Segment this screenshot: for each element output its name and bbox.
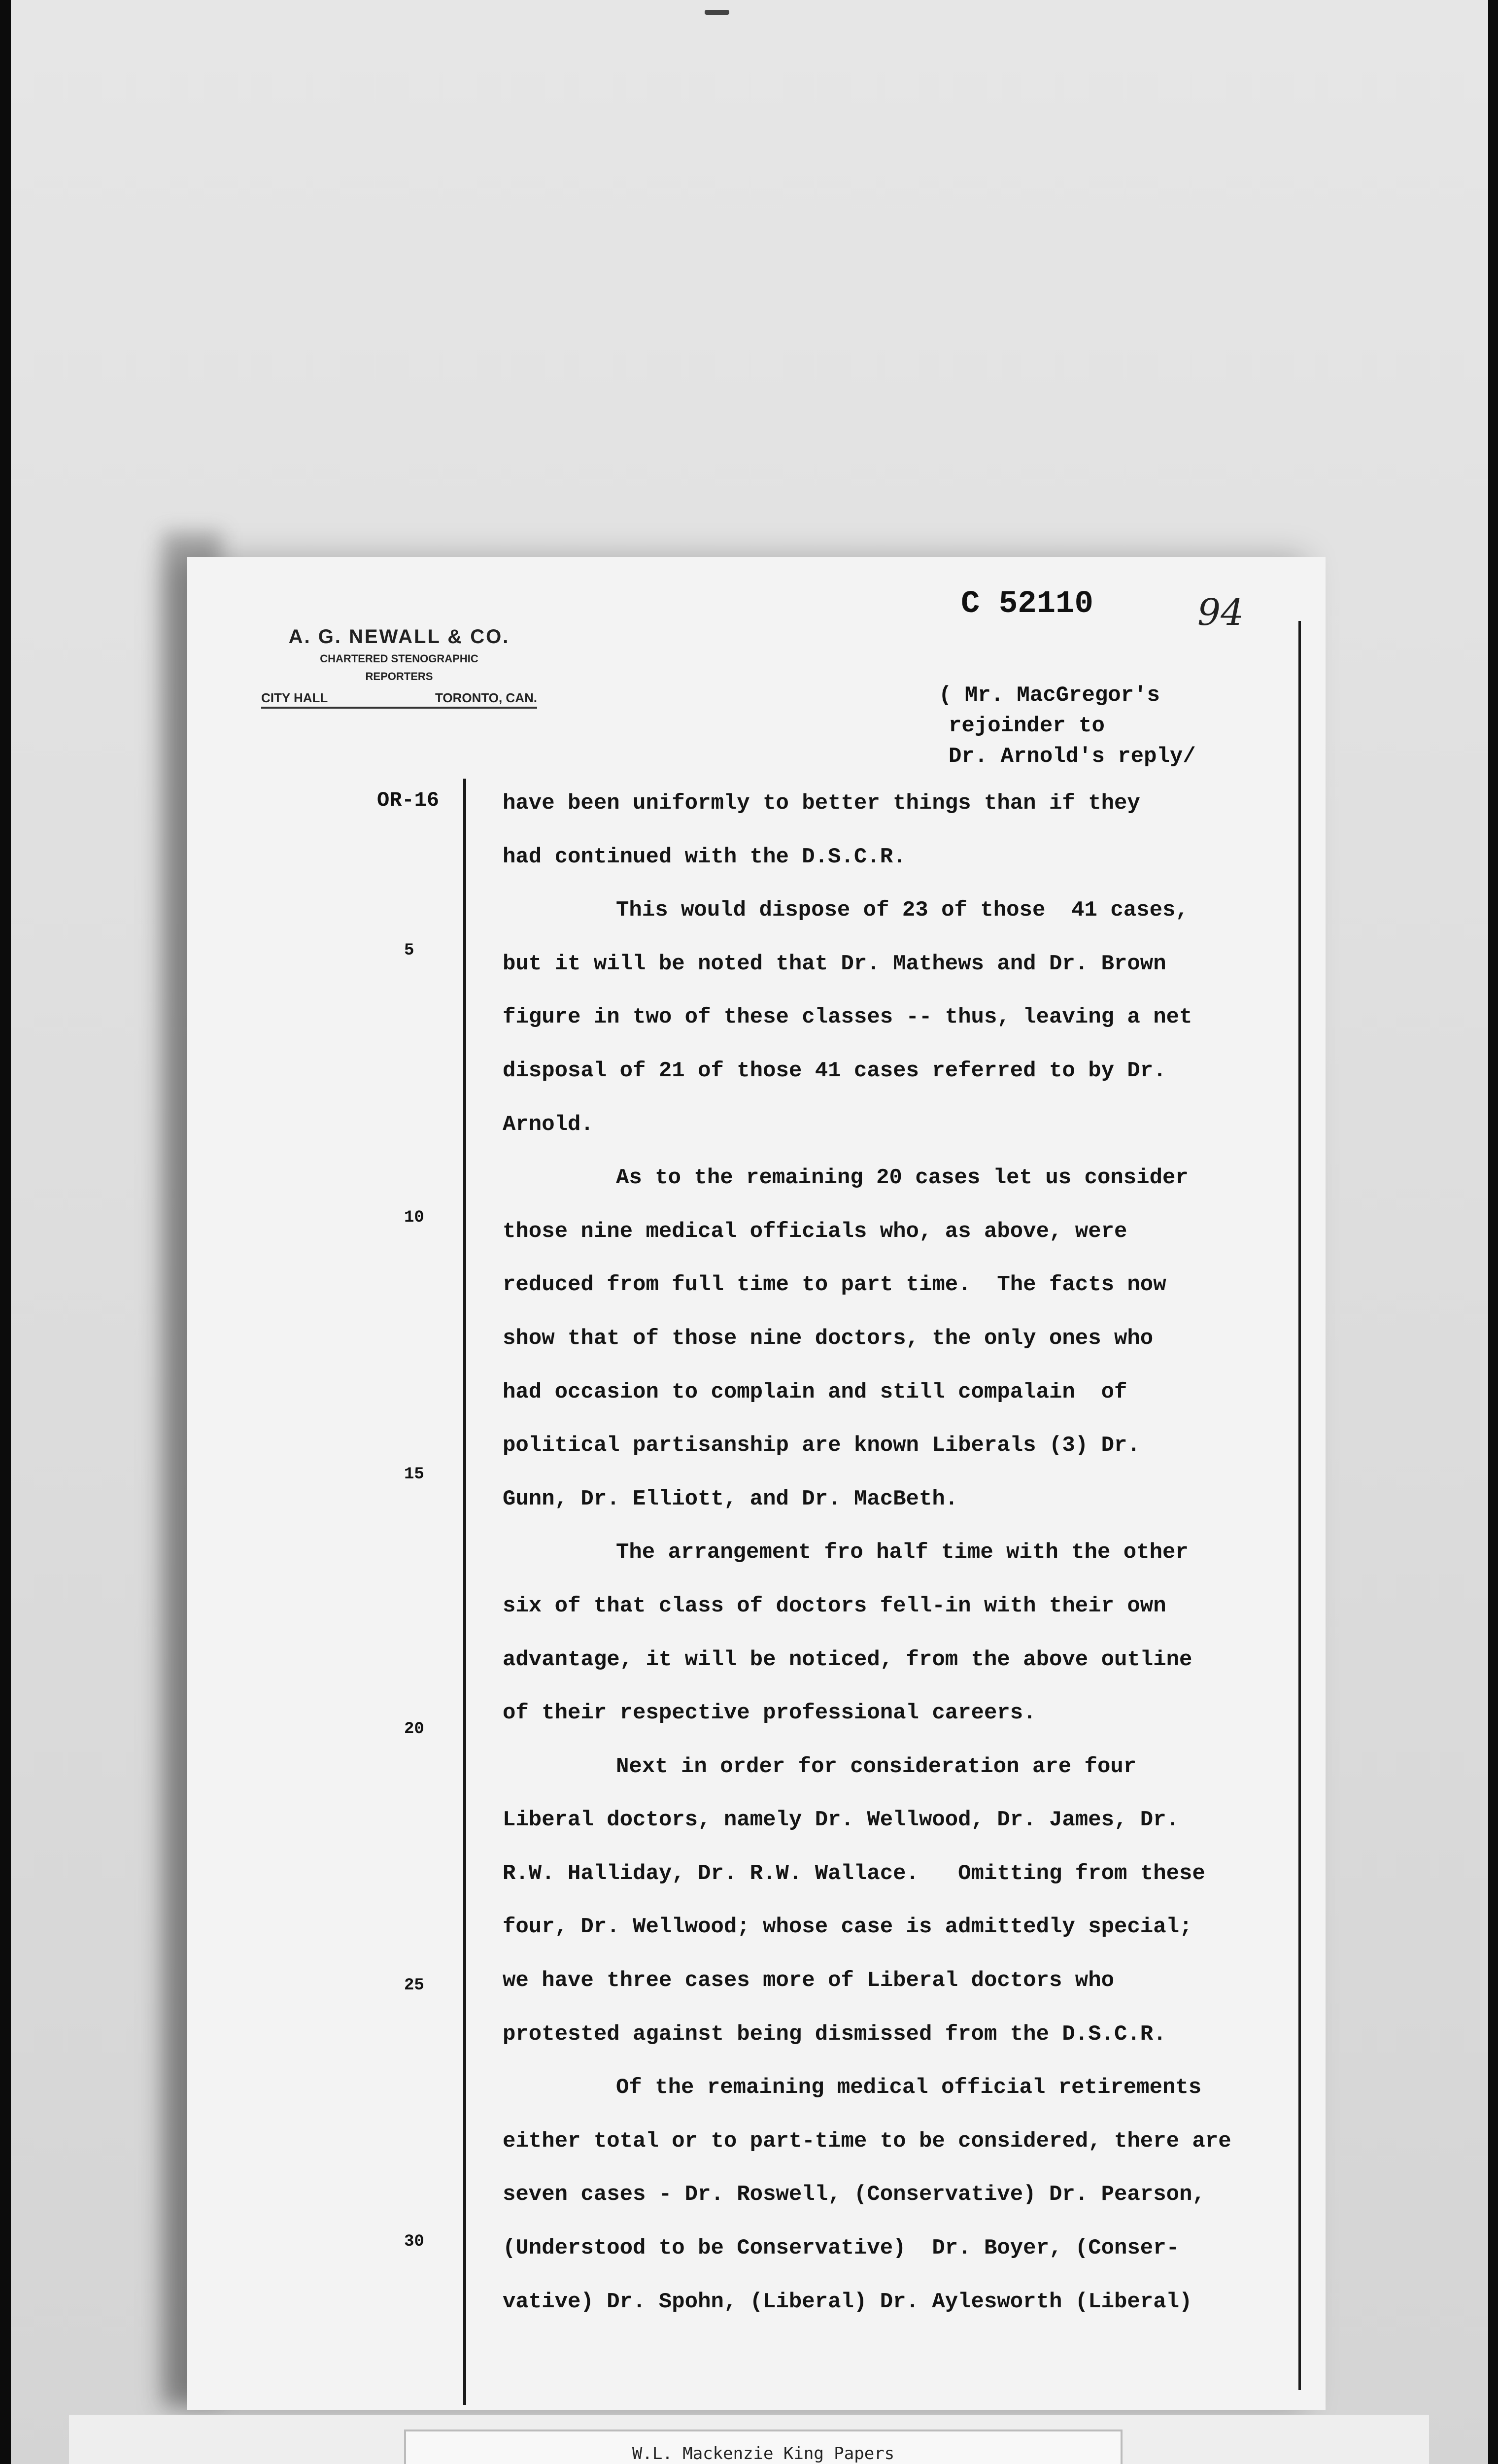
line-number: 20 [404, 1720, 424, 1739]
typed-sheet [187, 557, 1326, 2410]
text-line: disposal of 21 of those 41 cases referred to by Dr. [503, 1058, 1166, 1083]
letterhead [261, 626, 537, 709]
text-line: either total or to part-time to be considered, there are [503, 2128, 1231, 2154]
text-line: Next in order for consideration are four [616, 1754, 1137, 1779]
line-number: 15 [404, 1465, 424, 1484]
text-line: four, Dr. Wellwood; whose case is admittedly special; [503, 1915, 1192, 1940]
letterhead-firm: A. G. NEWALL & CO. [288, 626, 510, 648]
letterhead-location-left: CITY HALL [261, 690, 328, 705]
text-line: show that of those nine doctors, the only ones who [503, 1326, 1154, 1351]
text-line: those nine medical officials who, as above, were [503, 1219, 1127, 1244]
handwritten-page-number: 94 [1197, 591, 1244, 634]
collection-tag [404, 2430, 1123, 2464]
text-line: This would dispose of 23 of those 41 cases, [616, 898, 1189, 923]
text-line: The arrangement fro half time with the other [616, 1540, 1189, 1565]
text-line: seven cases - Dr. Roswell, (Conservative) Dr. Pearson, [503, 2182, 1205, 2207]
document-number: C 52110 [961, 586, 1093, 622]
left-margin-rule [463, 779, 466, 2405]
text-line: had occasion to complain and still compalain of [503, 1379, 1127, 1404]
text-line: six of that class of doctors fell-in with their own [503, 1593, 1166, 1618]
text-line: reduced from full time to part time. The facts now [503, 1272, 1166, 1298]
collection-name: W.L. Mackenzie King Papers [632, 2444, 895, 2464]
text-line: had continued with the D.S.C.R. [503, 844, 906, 869]
text-line: have been uniformly to better things than if they [503, 791, 1140, 816]
typed-body [503, 788, 1340, 2340]
film-mark [705, 10, 729, 15]
text-line: political partisanship are known Liberals (3) Dr. [503, 1433, 1140, 1458]
letterhead-line2: REPORTERS [365, 670, 433, 683]
letterhead-location [261, 690, 537, 709]
text-line: advantage, it will be noticed, from the above outline [503, 1647, 1192, 1672]
text-line: protested against being dismissed from the D.S.C.R. [503, 2021, 1166, 2047]
letterhead-location-right: TORONTO, CAN. [435, 690, 537, 705]
text-line: figure in two of these classes -- thus, leaving a net [503, 1005, 1192, 1030]
text-line: Of the remaining medical official retirements [616, 2075, 1202, 2100]
note-line: ( Mr. MacGregor's [939, 683, 1160, 708]
text-line: Gunn, Dr. Elliott, and Dr. MacBeth. [503, 1486, 958, 1511]
text-line: vative) Dr. Spohn, (Liberal) Dr. Aylesworth (Liberal) [503, 2289, 1192, 2314]
text-line: we have three cases more of Liberal doctors who [503, 1968, 1115, 1993]
text-line: Liberal doctors, namely Dr. Wellwood, Dr. James, Dr. [503, 1808, 1180, 1833]
rejoinder-note [939, 680, 1196, 772]
note-line: rejoinder to [949, 714, 1105, 738]
line-number: 30 [404, 2232, 424, 2251]
text-line: (Understood to be Conservative) Dr. Boyer, (Conser- [503, 2236, 1180, 2261]
text-line: Arnold. [503, 1112, 594, 1137]
line-number: 5 [404, 941, 414, 960]
margin-reference: OR-16 [377, 788, 440, 812]
letterhead-line1: CHARTERED STENOGRAPHIC [320, 652, 478, 665]
line-number: 25 [404, 1976, 424, 1995]
line-number: 10 [404, 1208, 424, 1227]
text-line: but it will be noted that Dr. Mathews and Dr. Brown [503, 951, 1166, 976]
note-line: Dr. Arnold's reply/ [949, 744, 1196, 769]
text-line: of their respective professional careers. [503, 1701, 1036, 1726]
text-line: As to the remaining 20 cases let us consider [616, 1165, 1189, 1191]
text-line: R.W. Halliday, Dr. R.W. Wallace. Omitting from these [503, 1861, 1205, 1886]
